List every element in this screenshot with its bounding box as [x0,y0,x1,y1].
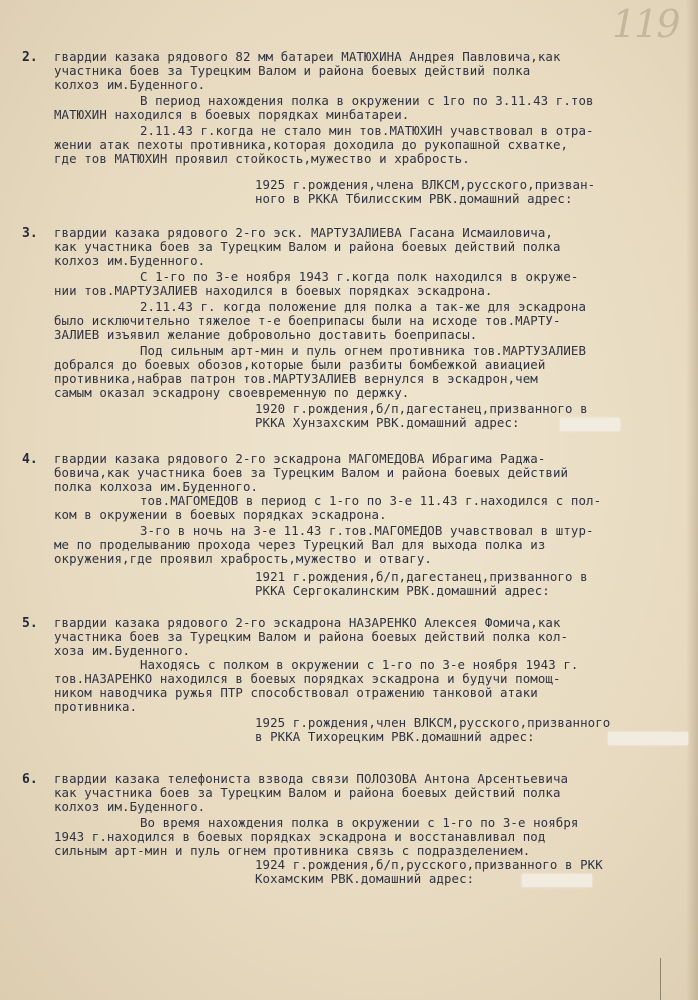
entry-line: С 1-го по 3-е ноября 1943 г.когда полк находился в окруже- [140,269,579,284]
entry-line: 2.11.43 г. когда положение для полка а так-же для эскадрона [140,299,587,314]
entry-line: добрался до боевых обозов,которые были разбиты бомбежкой авиацией [54,357,546,372]
entry-line: противника. [54,699,138,714]
entry-line: хоза им.Буденного. [54,643,191,658]
entry-line: 1920 г.рождения,б/п,дагестанец,призванного в [255,401,588,416]
entry-line: 3-го в ночь на 3-е 11.43 г.тов.МАГОМЕДОВ учавствовал в штур- [140,523,594,538]
entry-line: самым оказал эскадрону своевременную по держку. [54,385,410,400]
entry-line: ЗАЛИЕВ изъявил желание добровольно доставить боеприпасы. [54,327,478,342]
entry-line: ного в РККА Тбилисским РВК.домашний адрес: [255,191,573,206]
entry-line: где тов МАТЮХИН проявил стойкость,мужество и храбрость. [54,151,470,166]
entry-line: тов.НАЗАРЕНКО находился в боевых порядках эскадрона и будучи помощ- [54,671,561,686]
fold-mark [660,958,661,1000]
entry-line: гвардии казака рядового 2-го эскадрона НАЗАРЕНКО Алексея Фомича,как [54,615,561,630]
page-edge-shadow [686,0,698,1000]
entry-line: 1921 г.рождения,б/п,дагестанец,призванного в [255,569,588,584]
entry-number: 3. [22,226,38,241]
redacted-address [608,732,688,745]
entry-line: Кохамским РВК.домашний адрес: [255,871,475,886]
redacted-address [522,874,592,887]
redacted-address [560,418,620,431]
entry-line: гвардии казака рядового 82 мм батареи МАТЮХИНА Андрея Павловича,как [54,49,561,64]
entry-number: 4. [22,452,38,467]
entry-line: гвардии казака рядового 2-го эск. МАРТУЗАЛИЕВА Гасана Исмаиловича, [54,225,553,240]
entry-line: 1925 г.рождения,члена ВЛКСМ,русского,призван- [255,177,596,192]
entry-line: ком в окружении в боевых порядках эскадрона. [54,507,387,522]
entry-line: Во время нахождения полка в окружении с 1-го по 3-е ноября [140,815,579,830]
entry-line: колхоз им.Буденного. [54,799,206,814]
entry-line: было исключительно тяжелое т-е боеприпасы были на исходе тов.МАРТУ- [54,313,561,328]
entry-line: участника боев за Турецким Валом и района боевых действий полка [54,63,531,78]
entry-line: как участника боев за Турецким Валом и района боевых действий полка [54,239,561,254]
entry-line: Под сильным арт-мин и пуль огнем противника тов.МАРТУЗАЛИЕВ [140,343,587,358]
entry-number: 2. [22,50,38,65]
entry-line: 1924 г.рождения,б/п,русского,призванного в РКК [255,857,603,872]
entry-line: колхоз им.Буденного. [54,253,206,268]
entry-line: окружения,где проявил храбрость,мужество и отвагу. [54,551,432,566]
entry-number: 6. [22,772,38,787]
entry-line: сильным арт-мин и пуль огнем противника связь с подразделением. [54,843,531,858]
entry-line: РККА Хунзахским РВК.домашний адрес: [255,415,520,430]
sheet-number: 119 [612,2,679,46]
entry-line: 2.11.43 г.когда не стало мин тов.МАТЮХИН учавствовал в отра- [140,123,594,138]
entry-line: нии тов.МАРТУЗАЛИЕВ находился в боевых порядках эскадрона. [54,283,493,298]
entry-line: бовича,как участника боев за Турецким Валом и района боевых действий [54,465,569,480]
entry-line: противника,набрав патрон тов.МАРТУЗАЛИЕВ вернулся в эскадрон,чем [54,371,538,386]
entry-line: МАТЮХИН находился в боевых порядках минбатареи. [54,107,410,122]
entry-line: полка колхоза им.Буденного. [54,479,259,494]
entry-line: РККА Сергокалинским РВК.домашний адрес: [255,583,550,598]
entry-line: участника боев за Турецким Валом и района боевых действий полка кол- [54,629,569,644]
entry-line: гвардии казака телефониста взвода связи ПОЛОЗОВА Антона Арсентьевича [54,771,569,786]
entry-line: колхоз им.Буденного. [54,77,206,92]
entry-line: ме по проделыванию прохода через Турецкий Вал для выхода полка из [54,537,546,552]
entry-line: как участника боев за Турецким Валом и района боевых действий полка [54,785,561,800]
entry-line: жении атак пехоты противника,которая доходила до рукопашной схватке, [54,137,569,152]
entry-line: в РККА Тихорецким РВК.домашний адрес: [255,729,535,744]
entry-number: 5. [22,616,38,631]
entry-line: тов.МАГОМЕДОВ в период с 1-го по 3-е 11.43 г.находился с пол- [140,493,602,508]
entry-line: 1925 г.рождения,член ВЛКСМ,русского,призванного [255,715,611,730]
entry-line: гвардии казака рядового 2-го эскадрона МАГОМЕДОВА Ибрагима Раджа- [54,451,546,466]
entry-line: 1943 г.находился в боевых порядках эскадрона и восстанавливал под [54,829,546,844]
entry-line: ником наводчика ружья ПТР способствовал отражению танковой атаки [54,685,538,700]
entry-line: Находясь с полком в окружении с 1-го по 3-е ноября 1943 г. [140,657,579,672]
entry-line: В период нахождения полка в окружении с 1го по 3.11.43 г.тов [140,93,594,108]
